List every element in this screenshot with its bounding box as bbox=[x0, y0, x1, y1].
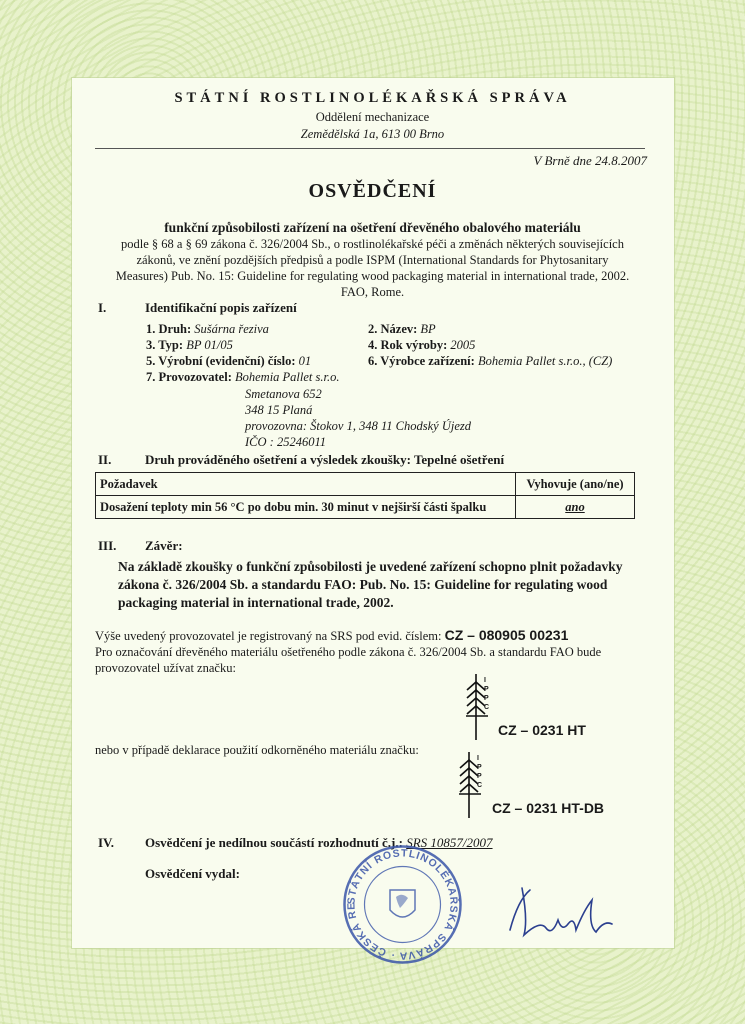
signature bbox=[500, 880, 630, 950]
issue-date: V Brně dne 24.8.2007 bbox=[533, 153, 647, 168]
legal-basis bbox=[95, 236, 650, 300]
ippc-wheat-icon bbox=[462, 672, 502, 742]
section-1-heading: Identifikační popis zařízení bbox=[145, 300, 297, 315]
section-1-number: I. bbox=[98, 300, 107, 315]
section-3-number: III. bbox=[98, 538, 117, 553]
conclusion-line: packaging material in international trade, 2002. bbox=[118, 595, 394, 610]
field-provozovatel: 7. Provozovatel: Bohemia Pallet s.r.o. bbox=[146, 370, 340, 384]
legal-line: FAO, Rome. bbox=[340, 285, 405, 299]
document-subtitle: funkční způsobilosti zařízení na ošetření dřevěného obalového materiálu bbox=[164, 220, 581, 235]
field-nazev: 2. Název: BP bbox=[368, 322, 436, 336]
legal-line: Measures) Pub. No. 15: Guideline for regulating wood packaging material in international trade, 2002. bbox=[115, 269, 630, 283]
conclusion-line: zákona č. 326/2004 Sb. a standardu FAO: Pub. No. 15: Guideline for regulating wood bbox=[118, 577, 608, 592]
signature-icon bbox=[500, 880, 630, 950]
table-row bbox=[96, 496, 635, 519]
svg-text:STÁTNÍ ROSTLINOLÉKAŘSKÁ SPRÁVA: STÁTNÍ ROSTLINOLÉKAŘSKÁ SPRÁVA · ČESKÁ RE bbox=[345, 847, 460, 962]
conclusion-line: Na základě zkoušky o funkční způsobilosti je uvedené zařízení schopno plnit požadavky bbox=[118, 559, 623, 574]
mark-code-ht-db: CZ – 0231 HT-DB bbox=[492, 800, 605, 816]
field-typ: 3. Typ: BP 01/05 bbox=[146, 338, 233, 352]
section-3-heading: Závěr: bbox=[145, 538, 183, 553]
section-2-heading: Druh prováděného ošetření a výsledek zkoušky: Tepelné ošetření bbox=[145, 452, 505, 467]
field-druh: 1. Druh: Sušárna řeziva bbox=[146, 322, 269, 336]
legal-line: podle § 68 a § 69 zákona č. 326/2004 Sb., o rostlinolékařské péči a změnách některých souvisejících bbox=[121, 237, 624, 251]
decision-reference: SRS 10857/2007 bbox=[406, 835, 493, 850]
registration-text: Výše uvedený provozovatel je registrovaný na SRS pod evid. číslem: CZ – 080905 00231 bbox=[95, 627, 569, 643]
operator-address-line: Smetanova 652 bbox=[245, 387, 322, 401]
table-header-requirement: Požadavek bbox=[96, 473, 516, 496]
requirement-result: ano bbox=[516, 496, 635, 519]
field-vyrobce: 6. Výrobce zařízení: Bohemia Pallet s.r.o., (CZ) bbox=[368, 354, 613, 368]
document-title: OSVĚDČENÍ bbox=[308, 180, 437, 202]
institution-name: STÁTNÍ ROSTLINOLÉKAŘSKÁ SPRÁVA bbox=[174, 90, 571, 106]
requirements-table bbox=[95, 472, 635, 519]
issued-by-label: Osvědčení vydal: bbox=[145, 866, 240, 881]
operator-address-line: IČO : 25246011 bbox=[245, 435, 327, 449]
ippc-wheat-icon bbox=[455, 750, 495, 820]
ippc-letters: I P P C bbox=[484, 677, 490, 711]
operator-address-line: 348 15 Planá bbox=[245, 403, 313, 417]
department-name: Oddělení mechanizace bbox=[315, 110, 430, 124]
operator-address-line: provozovna: Štokov 1, 348 11 Chodský Újezd bbox=[245, 419, 472, 433]
ippc-letters: I P P C bbox=[477, 755, 483, 789]
institution-address: Zemědělská 1a, 613 00 Brno bbox=[300, 127, 445, 141]
table-header-compliance: Vyhovuje (ano/ne) bbox=[516, 473, 635, 496]
section-4-text: Osvědčení je nedílnou součástí rozhodnutí č.j.: SRS 10857/2007 bbox=[145, 835, 493, 850]
conclusion-text bbox=[118, 558, 638, 612]
section-2-number: II. bbox=[98, 452, 112, 467]
mark-intro: Pro označování dřevěného materiálu ošetřeného podle zákona č. 326/2004 Sb. a standardu FAO bude provozovatel užívat značku: bbox=[95, 645, 602, 675]
mark-code-ht: CZ – 0231 HT bbox=[498, 722, 586, 738]
legal-line: zákonů, ve znění pozdějších předpisů a podle ISPM (International Standards for Phytosanitary bbox=[136, 253, 609, 267]
alternate-mark-text: nebo v případě deklarace použití odkorněného materiálu značku: bbox=[95, 743, 419, 757]
stamp-seal-icon bbox=[340, 842, 465, 967]
field-rok: 4. Rok výroby: 2005 bbox=[368, 338, 476, 352]
official-stamp bbox=[340, 842, 465, 967]
requirement-text: Dosažení teploty min 56 °C po dobu min. 30 minut v nejširší části špalku bbox=[96, 496, 516, 519]
registration-number: CZ – 080905 00231 bbox=[444, 627, 569, 643]
header-rule bbox=[95, 148, 645, 149]
field-cislo: 5. Výrobní (evidenční) číslo: 01 bbox=[146, 354, 312, 368]
table-header-row bbox=[96, 473, 635, 496]
section-4-number: IV. bbox=[98, 835, 115, 850]
